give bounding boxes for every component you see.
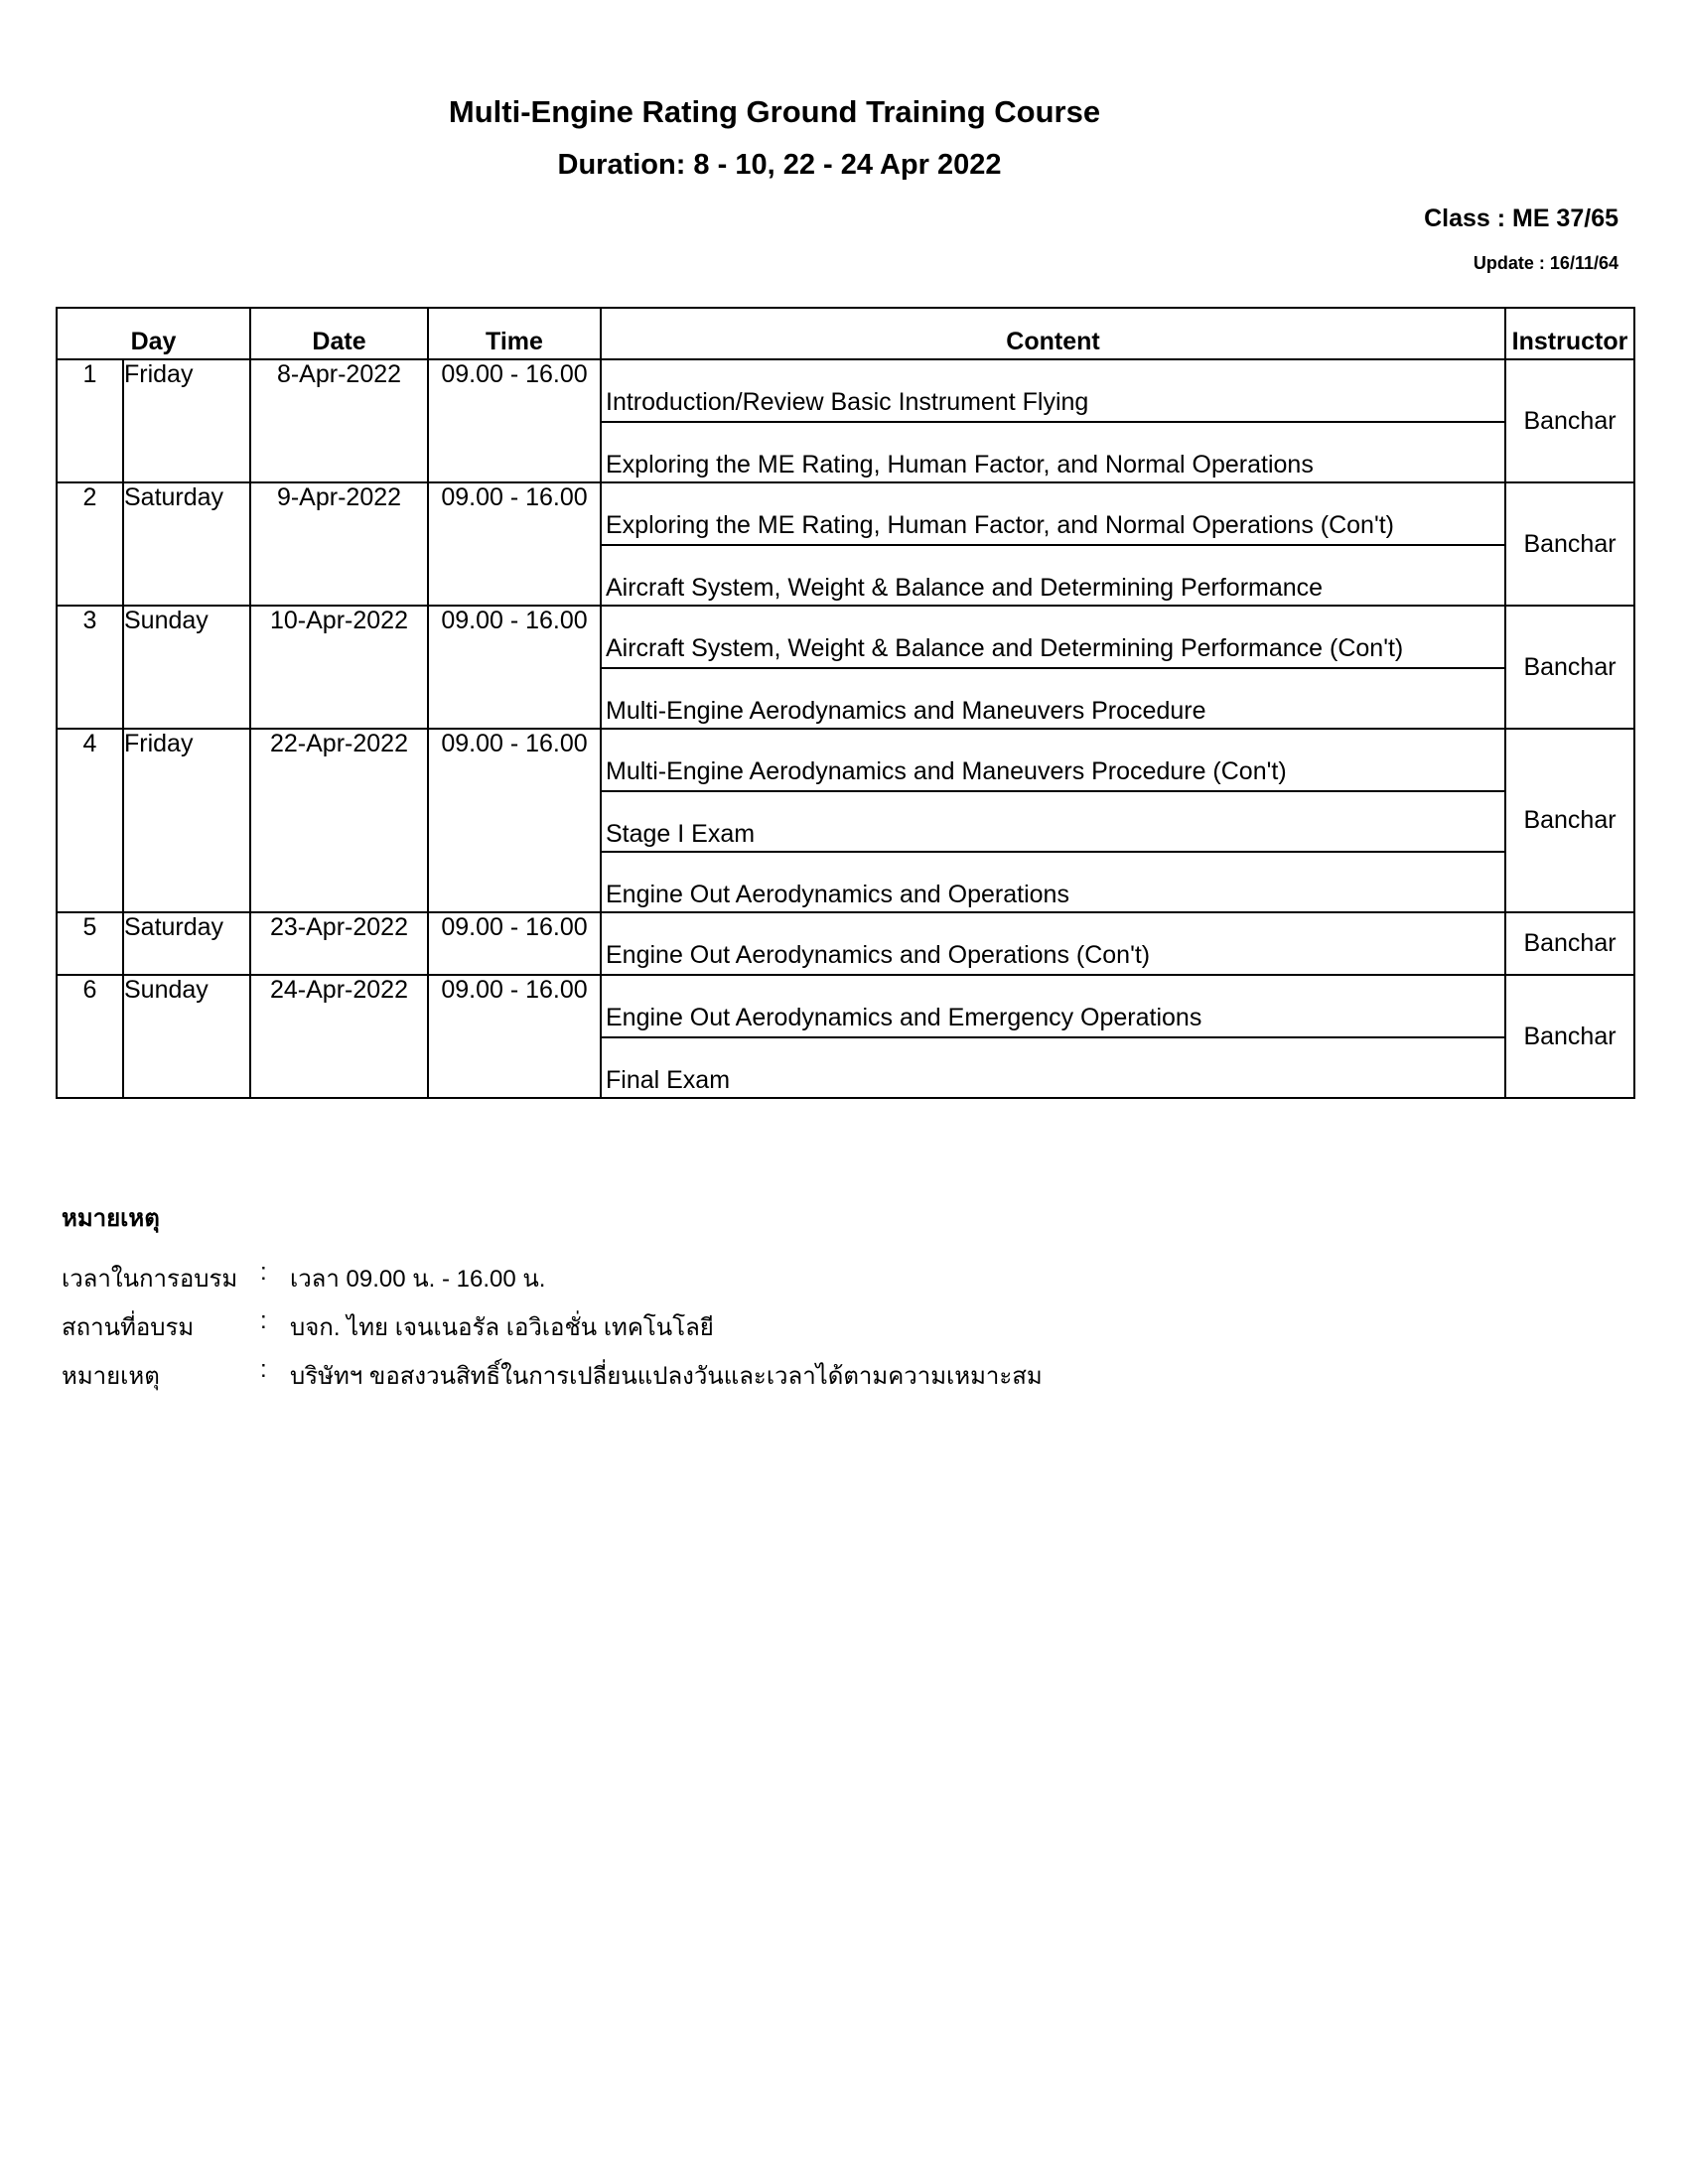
content-line: Introduction/Review Basic Instrument Flying xyxy=(606,388,1089,416)
day-number-cell: 5 xyxy=(57,912,123,975)
date-cell: 9-Apr-2022 xyxy=(250,482,428,606)
content-cell xyxy=(601,912,1505,975)
instructor-cell: Banchar xyxy=(1505,606,1634,729)
content-line: Multi-Engine Aerodynamics and Maneuvers Procedure (Con't) xyxy=(606,757,1287,785)
content-line: Stage I Exam xyxy=(602,790,1504,851)
note-separator: : xyxy=(260,1307,267,1334)
date-cell: 22-Apr-2022 xyxy=(250,729,428,912)
day-name-cell: Sunday xyxy=(123,975,250,1098)
day-number-cell: 1 xyxy=(57,359,123,482)
date-cell: 23-Apr-2022 xyxy=(250,912,428,975)
note-label: เวลาในการอบรม xyxy=(62,1266,238,1293)
time-cell: 09.00 - 16.00 xyxy=(428,606,601,729)
date-cell: 8-Apr-2022 xyxy=(250,359,428,482)
instructor-cell: Banchar xyxy=(1505,912,1634,975)
update-label: Update : 16/11/64 xyxy=(1473,253,1618,273)
time-cell: 09.00 - 16.00 xyxy=(428,359,601,482)
table-row xyxy=(57,606,1634,729)
content-line: Exploring the ME Rating, Human Factor, and Normal Operations xyxy=(602,421,1504,481)
content-line: Aircraft System, Weight & Balance and Determining Performance (Con't) xyxy=(606,634,1404,662)
day-number-cell: 4 xyxy=(57,729,123,912)
page-title: Multi-Engine Rating Ground Training Course xyxy=(448,94,1101,129)
content-cell xyxy=(601,606,1505,729)
time-cell: 09.00 - 16.00 xyxy=(428,912,601,975)
time-cell: 09.00 - 16.00 xyxy=(428,729,601,912)
table-header-row xyxy=(57,308,1634,359)
day-number-cell: 2 xyxy=(57,482,123,606)
note-separator: : xyxy=(260,1356,267,1383)
time-cell: 09.00 - 16.00 xyxy=(428,482,601,606)
note-separator: : xyxy=(260,1259,267,1286)
content-cell xyxy=(601,482,1505,606)
note-value: บจก. ไทย เจนเนอรัล เอวิเอชั่น เทคโนโลยี xyxy=(290,1314,714,1341)
course-duration: Duration: 8 - 10, 22 - 24 Apr 2022 xyxy=(557,149,1002,181)
time-cell: 09.00 - 16.00 xyxy=(428,975,601,1098)
notes-heading: หมายเหตุ xyxy=(62,1205,160,1232)
day-number-cell: 3 xyxy=(57,606,123,729)
day-name-cell: Saturday xyxy=(123,482,250,606)
content-line: Engine Out Aerodynamics and Operations xyxy=(602,851,1504,911)
content-line: Exploring the ME Rating, Human Factor, and Normal Operations (Con't) xyxy=(606,511,1395,539)
content-cell xyxy=(601,359,1505,482)
note-label: สถานที่อบรม xyxy=(62,1314,195,1341)
column-header-content: Content xyxy=(601,308,1505,359)
table-row xyxy=(57,359,1634,482)
schedule-table xyxy=(56,307,1635,1099)
day-number-cell: 6 xyxy=(57,975,123,1098)
column-header-time: Time xyxy=(428,308,601,359)
column-header-instructor: Instructor xyxy=(1505,308,1634,359)
day-name-cell: Friday xyxy=(123,359,250,482)
content-cell xyxy=(601,729,1505,912)
note-value: เวลา 09.00 น. - 16.00 น. xyxy=(290,1266,546,1293)
day-name-cell: Sunday xyxy=(123,606,250,729)
instructor-cell: Banchar xyxy=(1505,482,1634,606)
schedule-body xyxy=(57,359,1634,1098)
instructor-cell: Banchar xyxy=(1505,729,1634,912)
content-line: Final Exam xyxy=(602,1036,1504,1097)
instructor-cell: Banchar xyxy=(1505,359,1634,482)
date-cell: 10-Apr-2022 xyxy=(250,606,428,729)
table-row xyxy=(57,975,1634,1098)
note-label: หมายเหตุ xyxy=(62,1363,160,1390)
content-line: Engine Out Aerodynamics and Operations (Con't) xyxy=(606,941,1151,969)
day-name-cell: Saturday xyxy=(123,912,250,975)
note-value: บริษัทฯ ขอสงวนสิทธิ์ในการเปลี่ยนแปลงวันและเวลาได้ตามความเหมาะสม xyxy=(290,1363,1043,1390)
class-label: Class : ME 37/65 xyxy=(1424,205,1618,232)
date-cell: 24-Apr-2022 xyxy=(250,975,428,1098)
content-line: Aircraft System, Weight & Balance and Determining Performance xyxy=(602,544,1504,605)
table-row xyxy=(57,729,1634,912)
content-line: Multi-Engine Aerodynamics and Maneuvers Procedure xyxy=(602,667,1504,728)
table-row xyxy=(57,912,1634,975)
content-line: Engine Out Aerodynamics and Emergency Operations xyxy=(606,1004,1202,1031)
instructor-cell: Banchar xyxy=(1505,975,1634,1098)
table-row xyxy=(57,482,1634,606)
day-name-cell: Friday xyxy=(123,729,250,912)
column-header-day: Day xyxy=(57,308,250,359)
content-cell xyxy=(601,975,1505,1098)
column-header-date: Date xyxy=(250,308,428,359)
